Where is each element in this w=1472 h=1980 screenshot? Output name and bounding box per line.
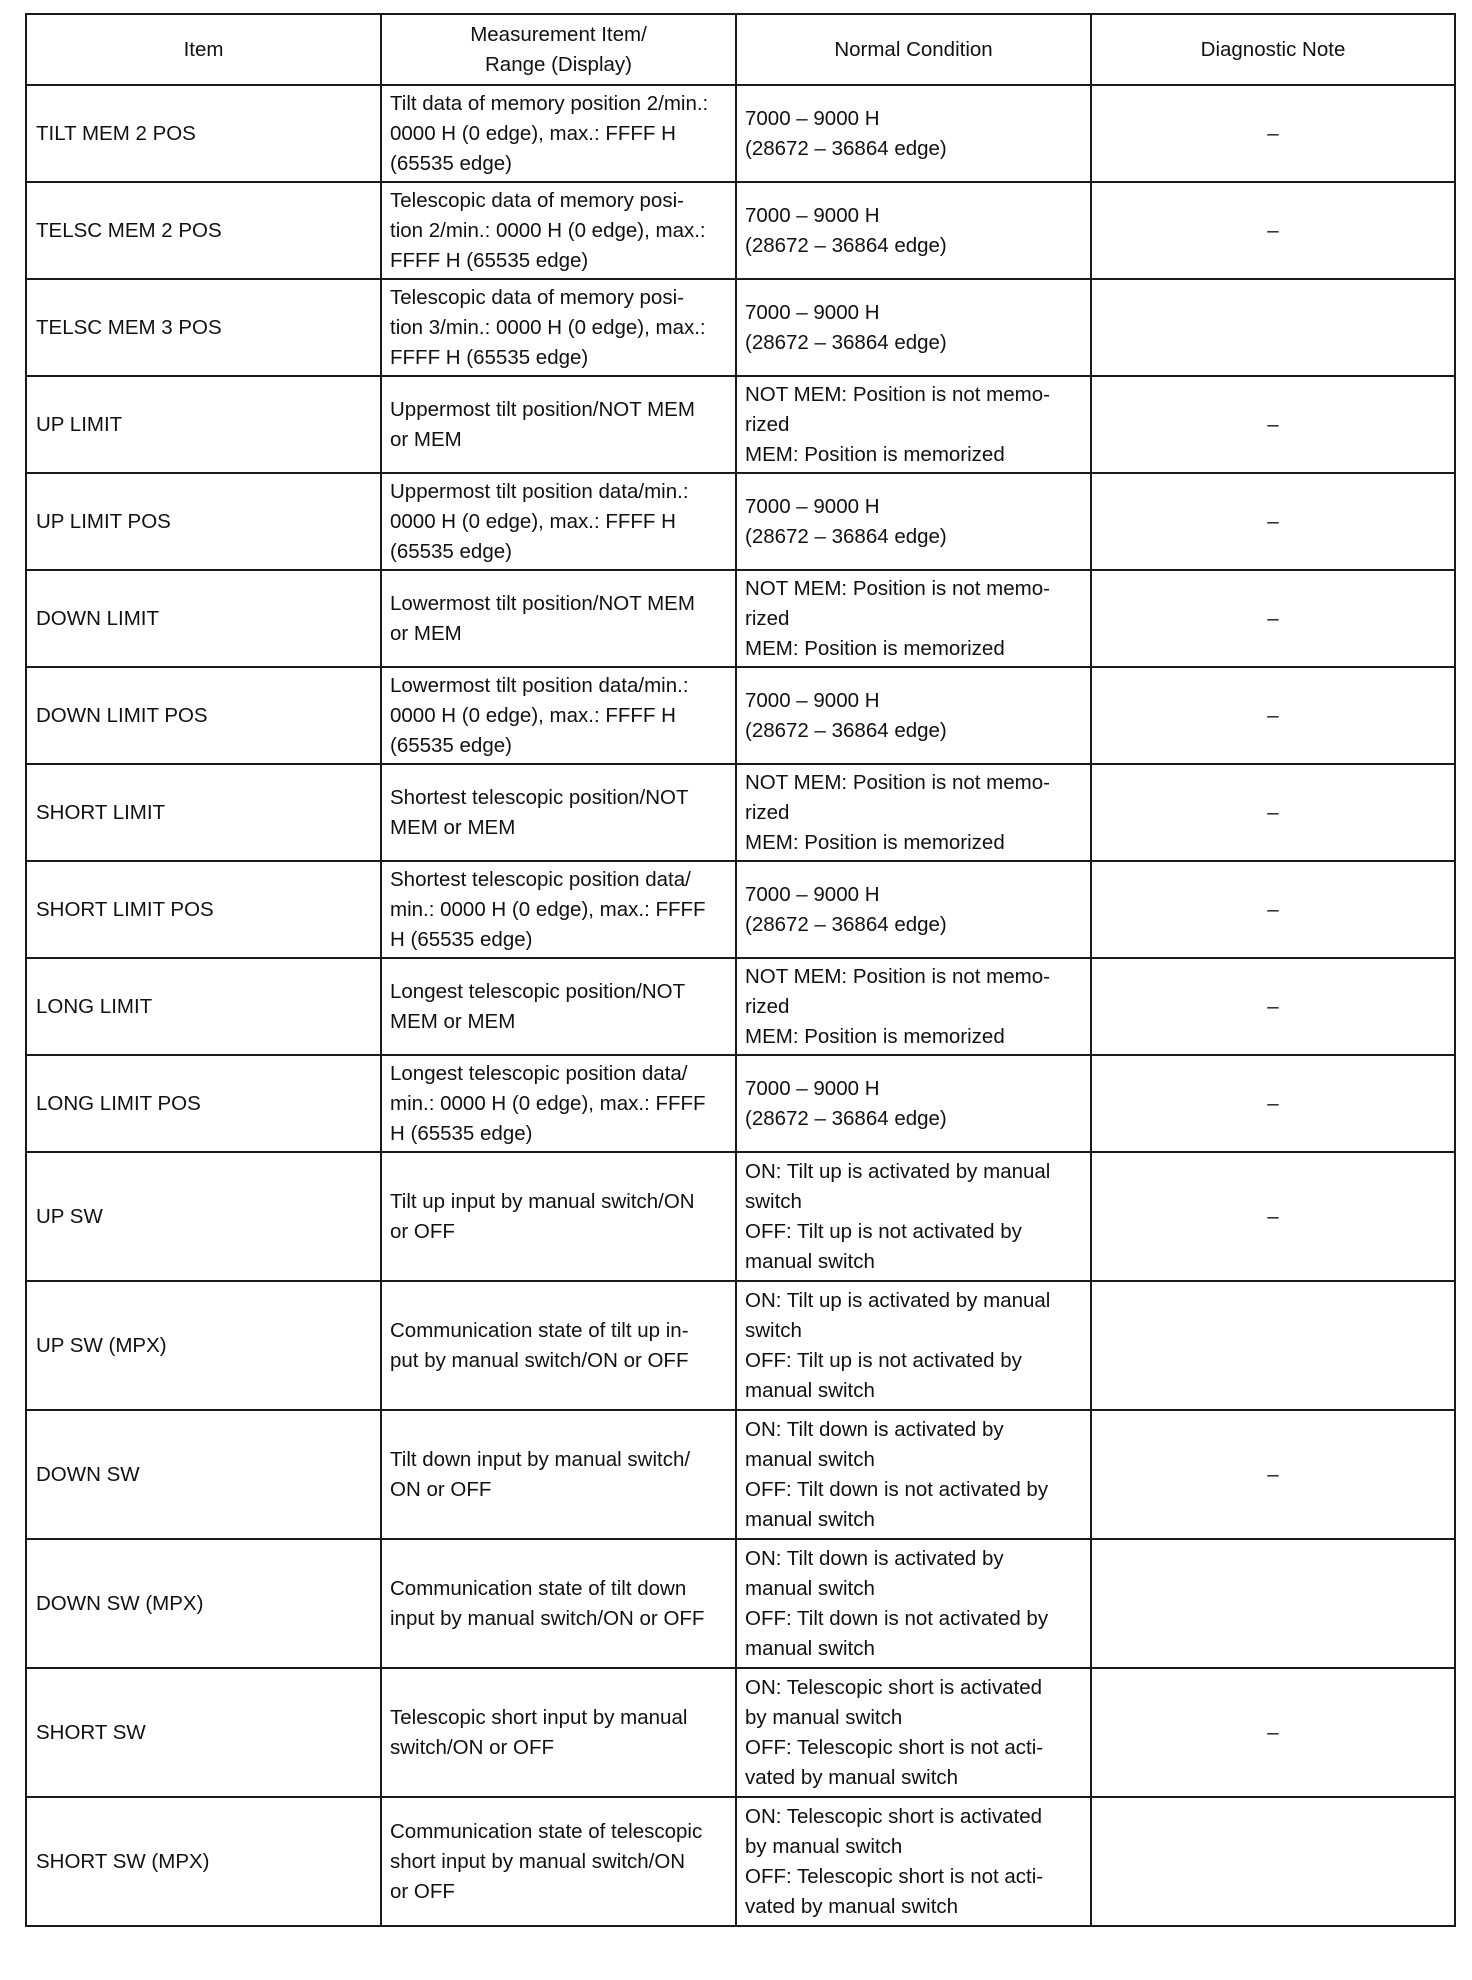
normal-condition-line: manual switch <box>745 1447 875 1471</box>
item-cell: DOWN SW (MPX) <box>26 1539 381 1668</box>
diagnostic-note-cell <box>1091 279 1455 376</box>
normal-condition-cell <box>736 1539 1091 1668</box>
normal-condition-line: MEM: Position is memorized <box>745 1024 1005 1048</box>
measurement-line: Tilt down input by manual switch/ <box>390 1447 691 1471</box>
measurement-line: 0000 H (0 edge), max.: FFFF H <box>390 509 676 533</box>
measurement-line: Tilt data of memory position 2/min.: <box>390 91 709 115</box>
measurement-line: Telescopic data of memory posi- <box>390 188 684 212</box>
table-row <box>26 376 1455 473</box>
normal-condition-line: ON: Tilt down is activated by <box>745 1417 1004 1441</box>
measurement-line: min.: 0000 H (0 edge), max.: FFFF <box>390 897 706 921</box>
measurement-line: Communication state of tilt down <box>390 1576 687 1600</box>
normal-condition-line: OFF: Tilt down is not activated by <box>745 1606 1049 1630</box>
measurement-line: (65535 edge) <box>390 539 512 563</box>
header-diagnostic-note: Diagnostic Note <box>1091 14 1455 85</box>
data-list-sheet <box>25 13 1456 1927</box>
normal-condition-line: ON: Telescopic short is activated <box>745 1675 1042 1699</box>
measurement-cell <box>381 1152 736 1281</box>
diagnostic-note-cell <box>1091 1797 1455 1926</box>
diagnostic-note-cell: – <box>1091 1055 1455 1152</box>
normal-condition-line: manual switch <box>745 1378 875 1402</box>
normal-condition-line: 7000 – 9000 H <box>745 300 880 324</box>
normal-condition-line: 7000 – 9000 H <box>745 882 880 906</box>
table-row <box>26 182 1455 279</box>
normal-condition-cell <box>736 85 1091 182</box>
measurement-line: (65535 edge) <box>390 733 512 757</box>
item-cell: SHORT LIMIT <box>26 764 381 861</box>
normal-condition-line: (28672 – 36864 edge) <box>745 330 947 354</box>
normal-condition-line: (28672 – 36864 edge) <box>745 718 947 742</box>
measurement-cell <box>381 279 736 376</box>
diagnostic-note-cell: – <box>1091 667 1455 764</box>
measurement-line: tion 3/min.: 0000 H (0 edge), max.: <box>390 315 706 339</box>
diagnostic-note-cell: – <box>1091 861 1455 958</box>
measurement-line: FFFF H (65535 edge) <box>390 345 589 369</box>
diagnostic-note-cell: – <box>1091 958 1455 1055</box>
item-cell: TILT MEM 2 POS <box>26 85 381 182</box>
normal-condition-cell <box>736 667 1091 764</box>
normal-condition-cell <box>736 376 1091 473</box>
table-row <box>26 764 1455 861</box>
table-row <box>26 1055 1455 1152</box>
measurement-line: short input by manual switch/ON <box>390 1849 686 1873</box>
normal-condition-line: OFF: Tilt down is not activated by <box>745 1477 1049 1501</box>
measurement-line: H (65535 edge) <box>390 1121 533 1145</box>
measurement-line: Lowermost tilt position data/min.: <box>390 673 689 697</box>
measurement-cell <box>381 1281 736 1410</box>
measurement-line: H (65535 edge) <box>390 927 533 951</box>
measurement-line: Lowermost tilt position/NOT MEM <box>390 591 695 615</box>
data-list-table <box>25 13 1456 1927</box>
diagnostic-note-cell: – <box>1091 1410 1455 1539</box>
normal-condition-cell <box>736 570 1091 667</box>
measurement-line: Communication state of tilt up in- <box>390 1318 689 1342</box>
normal-condition-cell <box>736 182 1091 279</box>
normal-condition-line: OFF: Telescopic short is not acti- <box>745 1735 1044 1759</box>
normal-condition-line: NOT MEM: Position is not memo- <box>745 382 1050 406</box>
header-measurement-item <box>381 14 736 85</box>
normal-condition-line: MEM: Position is memorized <box>745 830 1005 854</box>
measurement-line: put by manual switch/ON or OFF <box>390 1348 689 1372</box>
normal-condition-line: (28672 – 36864 edge) <box>745 1106 947 1130</box>
measurement-line: Telescopic data of memory posi- <box>390 285 684 309</box>
normal-condition-line: rized <box>745 412 790 436</box>
normal-condition-line: by manual switch <box>745 1705 903 1729</box>
item-cell: LONG LIMIT POS <box>26 1055 381 1152</box>
normal-condition-line: ON: Tilt down is activated by <box>745 1546 1004 1570</box>
item-cell: UP SW <box>26 1152 381 1281</box>
normal-condition-cell <box>736 1668 1091 1797</box>
measurement-line: Tilt up input by manual switch/ON <box>390 1189 695 1213</box>
table-row <box>26 1668 1455 1797</box>
measurement-cell <box>381 667 736 764</box>
normal-condition-line: MEM: Position is memorized <box>745 636 1005 660</box>
measurement-line: Shortest telescopic position data/ <box>390 867 691 891</box>
measurement-line: MEM or MEM <box>390 1009 516 1033</box>
item-cell: TELSC MEM 3 POS <box>26 279 381 376</box>
measurement-cell <box>381 1055 736 1152</box>
measurement-line: input by manual switch/ON or OFF <box>390 1606 705 1630</box>
header-measurement-line: Measurement Item/ <box>470 22 647 46</box>
measurement-line: Telescopic short input by manual <box>390 1705 688 1729</box>
normal-condition-line: OFF: Tilt up is not activated by <box>745 1348 1022 1372</box>
normal-condition-line: OFF: Tilt up is not activated by <box>745 1219 1022 1243</box>
table-body <box>26 85 1455 1926</box>
normal-condition-cell <box>736 1410 1091 1539</box>
normal-condition-line: 7000 – 9000 H <box>745 494 880 518</box>
measurement-cell <box>381 1539 736 1668</box>
table-row <box>26 1410 1455 1539</box>
normal-condition-line: ON: Tilt up is activated by manual <box>745 1288 1051 1312</box>
normal-condition-line: OFF: Telescopic short is not acti- <box>745 1864 1044 1888</box>
item-cell: DOWN SW <box>26 1410 381 1539</box>
measurement-cell <box>381 570 736 667</box>
measurement-line: (65535 edge) <box>390 151 512 175</box>
measurement-line: 0000 H (0 edge), max.: FFFF H <box>390 121 676 145</box>
diagnostic-note-cell <box>1091 1539 1455 1668</box>
normal-condition-line: rized <box>745 994 790 1018</box>
measurement-line: switch/ON or OFF <box>390 1735 555 1759</box>
measurement-cell <box>381 1410 736 1539</box>
normal-condition-line: manual switch <box>745 1576 875 1600</box>
item-cell: SHORT SW <box>26 1668 381 1797</box>
normal-condition-line: manual switch <box>745 1636 875 1660</box>
normal-condition-cell <box>736 473 1091 570</box>
normal-condition-cell <box>736 1152 1091 1281</box>
normal-condition-line: switch <box>745 1318 802 1342</box>
measurement-line: Longest telescopic position/NOT <box>390 979 686 1003</box>
measurement-cell <box>381 958 736 1055</box>
table-row <box>26 958 1455 1055</box>
normal-condition-line: rized <box>745 606 790 630</box>
normal-condition-line: MEM: Position is memorized <box>745 442 1005 466</box>
table-row <box>26 85 1455 182</box>
normal-condition-cell <box>736 764 1091 861</box>
header-measurement-line: Range (Display) <box>485 52 632 76</box>
normal-condition-line: (28672 – 36864 edge) <box>745 233 947 257</box>
table-row <box>26 861 1455 958</box>
header-item: Item <box>26 14 381 85</box>
normal-condition-line: (28672 – 36864 edge) <box>745 136 947 160</box>
item-cell: UP LIMIT POS <box>26 473 381 570</box>
normal-condition-line: 7000 – 9000 H <box>745 1076 880 1100</box>
normal-condition-line: by manual switch <box>745 1834 903 1858</box>
normal-condition-line: manual switch <box>745 1507 875 1531</box>
normal-condition-cell <box>736 279 1091 376</box>
measurement-cell <box>381 861 736 958</box>
measurement-cell <box>381 764 736 861</box>
table-row <box>26 1797 1455 1926</box>
measurement-cell <box>381 1668 736 1797</box>
item-cell: SHORT SW (MPX) <box>26 1797 381 1926</box>
diagnostic-note-cell: – <box>1091 1668 1455 1797</box>
diagnostic-note-cell: – <box>1091 570 1455 667</box>
header-row <box>26 14 1455 85</box>
measurement-line: tion 2/min.: 0000 H (0 edge), max.: <box>390 218 706 242</box>
header-normal-condition: Normal Condition <box>736 14 1091 85</box>
measurement-cell <box>381 182 736 279</box>
measurement-line: Longest telescopic position data/ <box>390 1061 688 1085</box>
measurement-line: 0000 H (0 edge), max.: FFFF H <box>390 703 676 727</box>
measurement-line: MEM or MEM <box>390 815 516 839</box>
diagnostic-note-cell: – <box>1091 473 1455 570</box>
diagnostic-note-cell: – <box>1091 764 1455 861</box>
normal-condition-cell <box>736 958 1091 1055</box>
table-row <box>26 473 1455 570</box>
measurement-cell <box>381 473 736 570</box>
normal-condition-line: NOT MEM: Position is not memo- <box>745 770 1050 794</box>
item-cell: SHORT LIMIT POS <box>26 861 381 958</box>
normal-condition-line: (28672 – 36864 edge) <box>745 912 947 936</box>
normal-condition-cell <box>736 1281 1091 1410</box>
item-cell: TELSC MEM 2 POS <box>26 182 381 279</box>
item-cell: UP SW (MPX) <box>26 1281 381 1410</box>
diagnostic-note-cell: – <box>1091 1152 1455 1281</box>
measurement-line: or MEM <box>390 621 462 645</box>
item-cell: DOWN LIMIT POS <box>26 667 381 764</box>
table-row <box>26 1281 1455 1410</box>
normal-condition-line: switch <box>745 1189 802 1213</box>
measurement-line: or OFF <box>390 1219 455 1243</box>
table-row <box>26 570 1455 667</box>
normal-condition-line: ON: Tilt up is activated by manual <box>745 1159 1051 1183</box>
normal-condition-line: NOT MEM: Position is not memo- <box>745 576 1050 600</box>
normal-condition-cell <box>736 1797 1091 1926</box>
normal-condition-line: vated by manual switch <box>745 1765 959 1789</box>
normal-condition-cell <box>736 861 1091 958</box>
normal-condition-line: manual switch <box>745 1249 875 1273</box>
normal-condition-line: 7000 – 9000 H <box>745 688 880 712</box>
table-row <box>26 1539 1455 1668</box>
diagnostic-note-cell: – <box>1091 85 1455 182</box>
normal-condition-line: 7000 – 9000 H <box>745 106 880 130</box>
measurement-line: Uppermost tilt position data/min.: <box>390 479 689 503</box>
diagnostic-note-cell <box>1091 1281 1455 1410</box>
measurement-line: ON or OFF <box>390 1477 492 1501</box>
measurement-line: or MEM <box>390 427 462 451</box>
normal-condition-cell <box>736 1055 1091 1152</box>
measurement-cell <box>381 1797 736 1926</box>
measurement-cell <box>381 85 736 182</box>
table-row <box>26 667 1455 764</box>
measurement-line: Communication state of telescopic <box>390 1819 703 1843</box>
normal-condition-line: NOT MEM: Position is not memo- <box>745 964 1050 988</box>
normal-condition-line: vated by manual switch <box>745 1894 959 1918</box>
table-row <box>26 279 1455 376</box>
measurement-line: Shortest telescopic position/NOT <box>390 785 689 809</box>
measurement-line: Uppermost tilt position/NOT MEM <box>390 397 695 421</box>
normal-condition-line: (28672 – 36864 edge) <box>745 524 947 548</box>
item-cell: DOWN LIMIT <box>26 570 381 667</box>
normal-condition-line: ON: Telescopic short is activated <box>745 1804 1042 1828</box>
measurement-line: FFFF H (65535 edge) <box>390 248 589 272</box>
diagnostic-note-cell: – <box>1091 376 1455 473</box>
item-cell: LONG LIMIT <box>26 958 381 1055</box>
table-row <box>26 1152 1455 1281</box>
measurement-cell <box>381 376 736 473</box>
measurement-line: or OFF <box>390 1879 455 1903</box>
measurement-line: min.: 0000 H (0 edge), max.: FFFF <box>390 1091 706 1115</box>
diagnostic-note-cell: – <box>1091 182 1455 279</box>
item-cell: UP LIMIT <box>26 376 381 473</box>
normal-condition-line: rized <box>745 800 790 824</box>
normal-condition-line: 7000 – 9000 H <box>745 203 880 227</box>
